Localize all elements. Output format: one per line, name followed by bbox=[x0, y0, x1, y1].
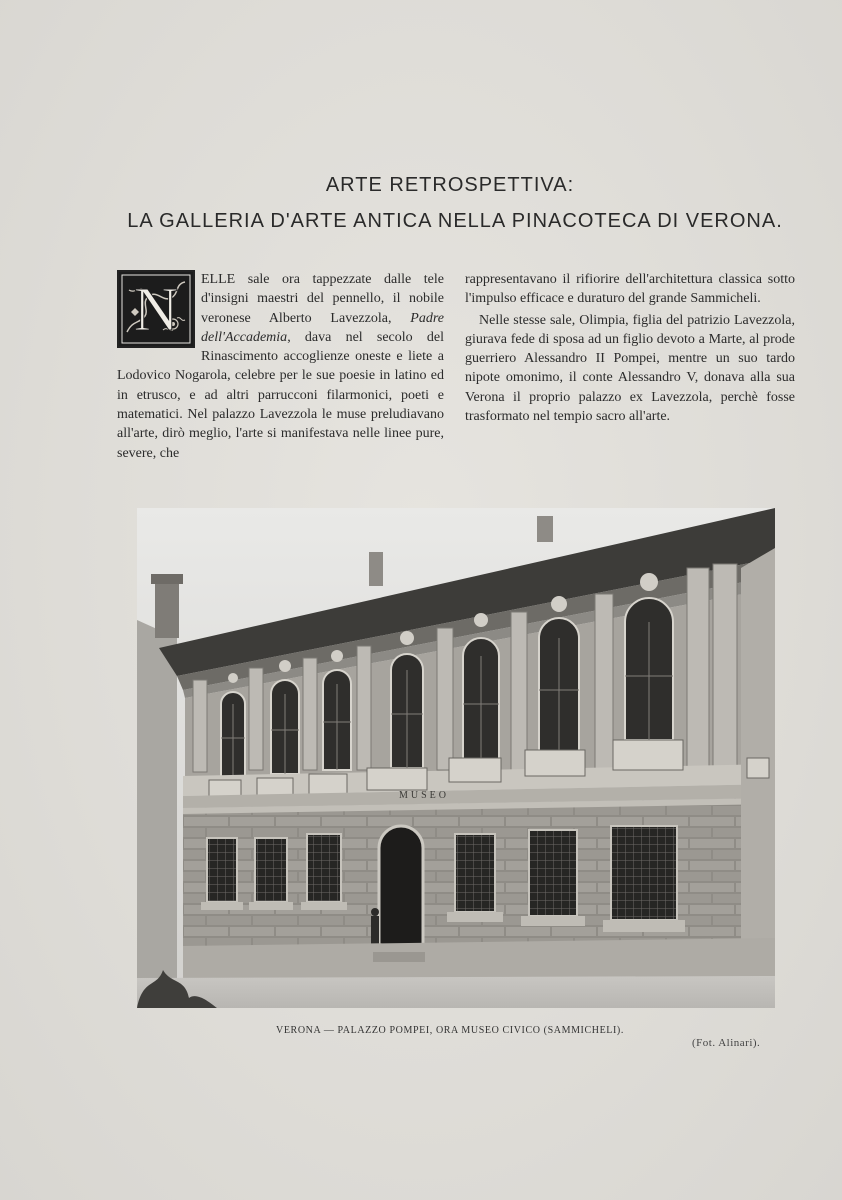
right-column bbox=[465, 270, 795, 426]
left-p1-italic: Padre dell'Accademia bbox=[201, 310, 444, 345]
dropcap-ornament bbox=[117, 270, 195, 348]
left-column bbox=[117, 270, 444, 463]
right-paragraph-1: rappresentavano il rifiorire dell'architettura classica sotto l'impulso efficace e duraturo del grande Sammicheli. bbox=[465, 272, 795, 307]
palazzo-photograph bbox=[137, 508, 775, 1008]
left-p1-end: , dava nel secolo del Rinascimento accoglienze oneste e liete a Lodovico Nogarola, celebre per le sue poesie in latino ed in etrusco, e ad altri parrucconi filarmonici, poeti e matematici. Nel palazzo Lavezzola le muse preludiavano all'arte, dirò meglio, l'arte si manifestava nelle linee pure, severe, che bbox=[117, 329, 444, 461]
museo-inscription: MUSEO bbox=[399, 790, 450, 801]
photo-credit: (Fot. Alinari). bbox=[692, 1037, 761, 1049]
dropcap-flourish-icon bbox=[119, 272, 193, 346]
palazzo-facade-image bbox=[137, 508, 775, 1008]
photo-caption: VERONA — PALAZZO POMPEI, ORA MUSEO CIVICO (SAMMICHELI). bbox=[276, 1025, 624, 1036]
title-line-2: LA GALLERIA D'ARTE ANTICA NELLA PINACOTECA DI VERONA. bbox=[127, 210, 783, 232]
left-p1-start: ELLE sale ora tappezzate dalle tele d'insigni maestri del pennello, il nobile veronese Alberto Lavezzola, bbox=[201, 272, 444, 326]
title-line-1: ARTE RETROSPETTIVA: bbox=[325, 174, 575, 196]
dropcap-letter: N bbox=[133, 276, 179, 344]
right-paragraph-2: Nelle stesse sale, Olimpia, figlia del patrizio Lavezzola, giurava fede di sposa ad un figlio devoto a Marte, al prode guerriero Alessandro II Pompei, mentre un suo tardo nipote omonimo, il conte Alessandro V, donava alla sua Verona il proprio palazzo ex Lavezzola, perchè fosse trasformato nel tempio sacro all'arte. bbox=[465, 312, 795, 425]
